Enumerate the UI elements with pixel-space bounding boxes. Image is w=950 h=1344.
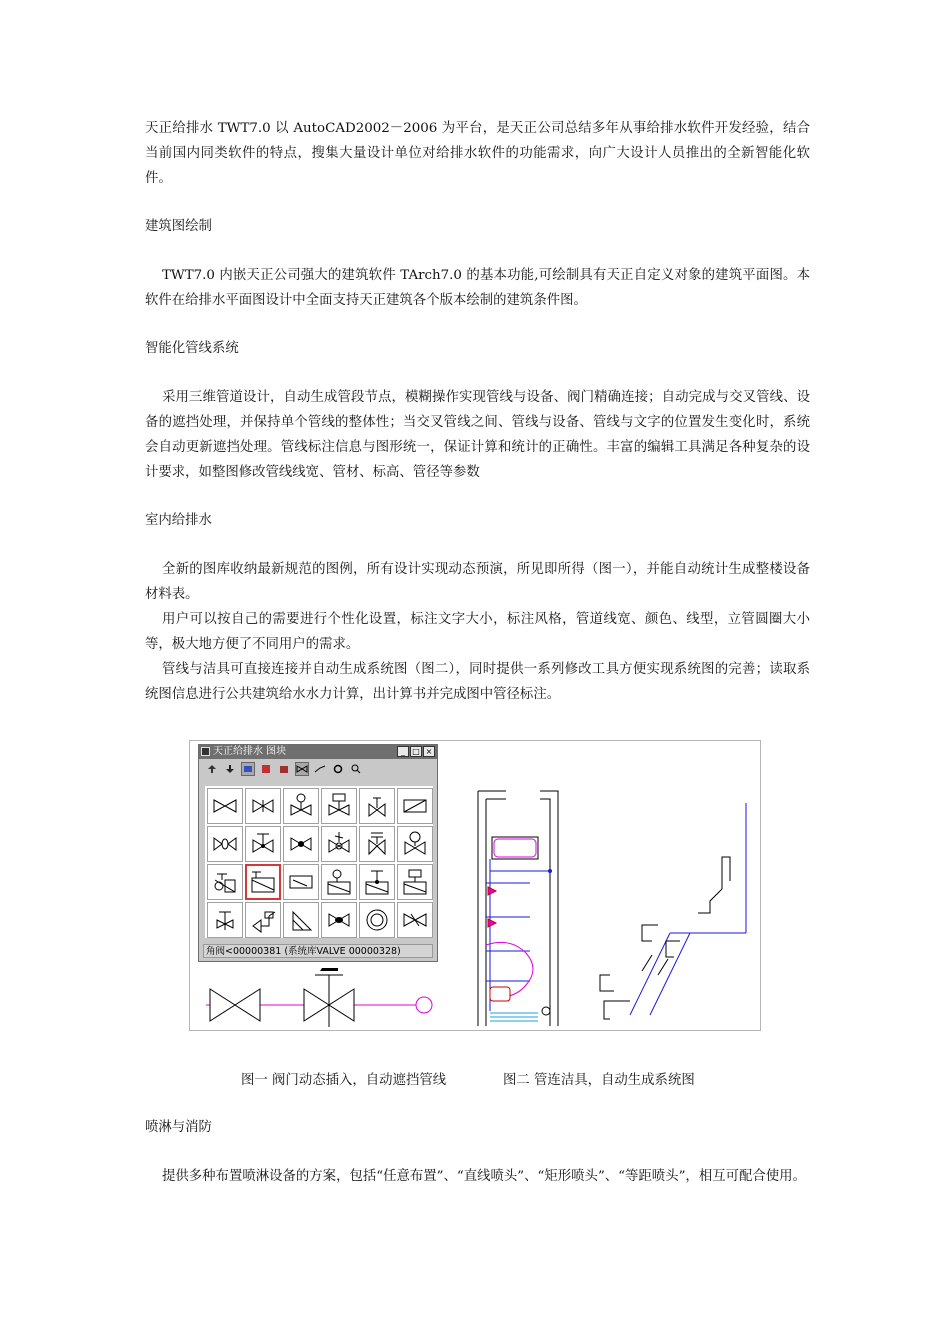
window-status-bar: 角阀<00000381 (系统库VALVE 00000328) [203,944,433,958]
document-body-continued [145,1115,810,1189]
minimize-button[interactable]: _ [397,746,409,757]
maximize-button[interactable]: □ [410,746,422,757]
section-paragraph: TWT7.0 内嵌天正公司强大的建筑软件 TArch7.0 的基本功能,可绘制具有天正自定义对象的建筑平面图。本软件在给排水平面图设计中全面支持天正建筑各个版本绘制的建筑条件图。 [145,268,810,308]
section-heading-pipeline: 智能化管线系统 [145,341,239,356]
figure-captions [0,1071,950,1091]
fixture-plan [478,791,558,1026]
pipe-drawing [190,741,762,1032]
figure-valve-and-system [189,740,761,1031]
window-title: 天正给排水 图块 [213,746,287,757]
system-diagram [600,803,746,1019]
section-paragraph: 管线与洁具可直接连接并自动生成系统图（图二），同时提供一系列修改工具方便实现系统图的完善；读取系统图信息进行公共建筑给水水力计算，出计算书并完成图中管径标注。 [145,662,810,702]
caption-figure-2: 图二 管连洁具，自动生成系统图 [503,1073,695,1088]
section-paragraph: 采用三维管道设计，自动生成管段节点，模糊操作实现管线与设备、阀门精确连接；自动完成与交叉管线、设备的遮挡处理，并保持单个管线的整体性；当交叉管线之间、管线与设备、管线与文字的位置发生变化时，系统会自动更新遮挡处理。管线标注信息与图形统一，保证计算和统计的正确性。丰富的编辑工具满足各种复杂的设计要求，如整图修改管线线宽、管材、标高、管径等参数 [145,390,810,480]
section-paragraph: 用户可以按自己的需要进行个性化设置，标注文字大小，标注风格，管道线宽、颜色、线型，立管圆圈大小等，极大地方便了不同用户的需求。 [145,612,810,652]
intro-paragraph: 天正给排水 TWT7.0 以 AutoCAD2002－2006 为平台，是天正公司总结多年从事给排水软件开发经验，结合当前国内同类软件的特点，搜集大量设计单位对给排水软件的功能需求，向广大设计人员推出的全新智能化软件。 [145,121,810,186]
caption-figure-1: 图一 阀门动态插入，自动遮挡管线 [241,1073,447,1088]
section-heading-indoor: 室内给排水 [145,513,212,528]
section-paragraph: 提供多种布置喷淋设备的方案，包括“任意布置”、“直线喷头”、“矩形喷头”、“等距喷头”，相互可配合使用。 [162,1169,806,1184]
section-heading-architecture: 建筑图绘制 [145,219,212,234]
close-button[interactable]: × [423,746,435,757]
section-paragraph: 全新的图库收纳最新规范的图例，所有设计实现动态预演，所见即所得（图一），并能自动统计生成整楼设备材料表。 [145,562,810,602]
dynamic-valve-insertion [206,968,432,1027]
section-heading-sprinkler: 喷淋与消防 [145,1120,212,1135]
document-body [145,116,810,707]
